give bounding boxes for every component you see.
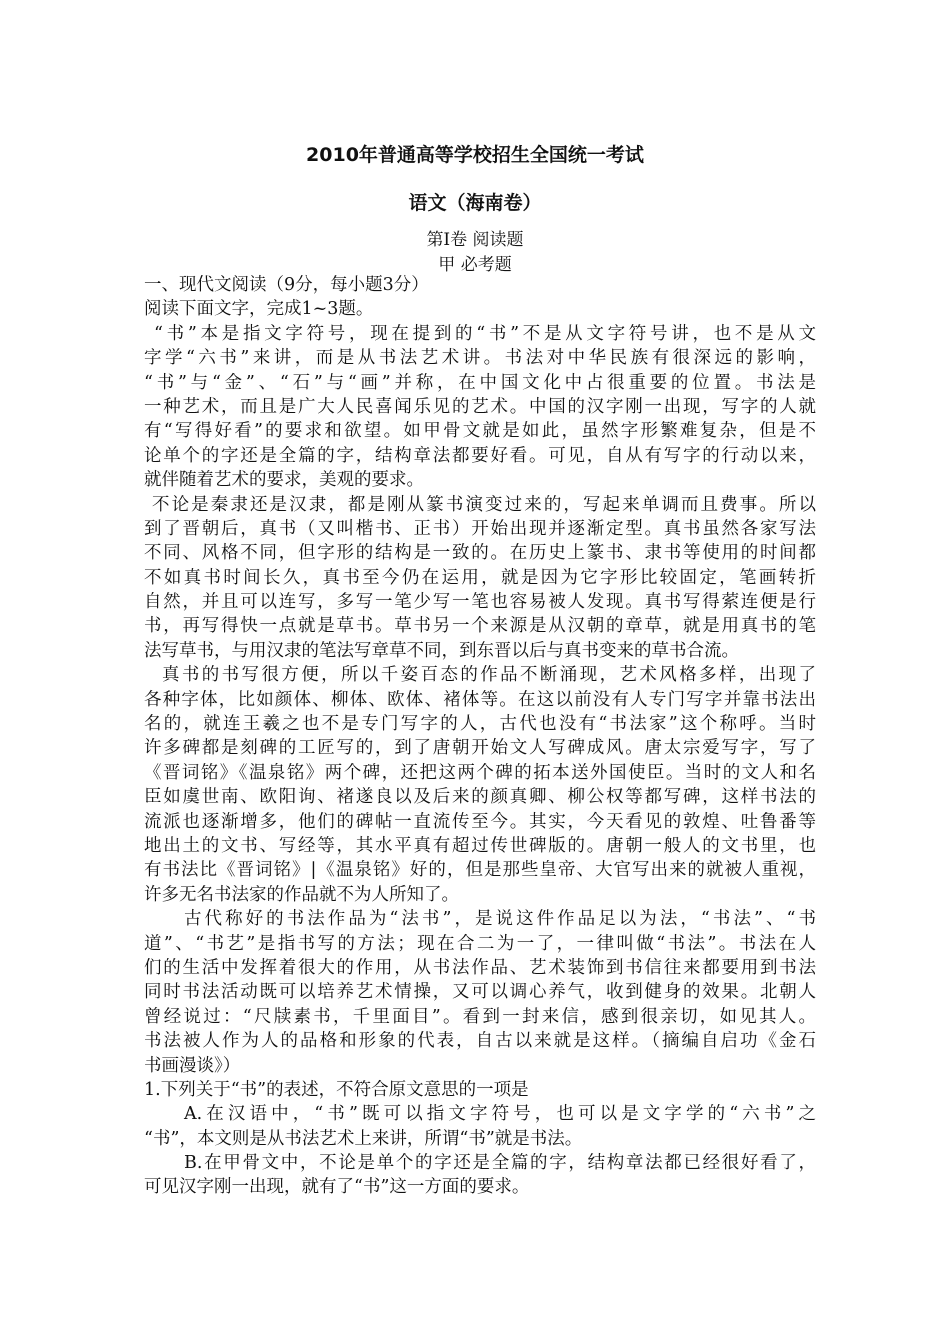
exam-title: 2010年普通高等学校招生全国统一考试 (306, 144, 644, 166)
document-body (144, 273, 816, 1200)
text-line: 法写草书，与用汉隶的笔法写章草不同，到东晋以后与真书变来的草书合流。 (144, 640, 739, 661)
text-line: 真书的书写很方便，所以千姿百态的作品不断涌现，艺术风格多样，出现了 (162, 665, 816, 686)
text-line: 臣如虞世南、欧阳询、褚遂良以及后来的颜真卿、柳公权等都写碑，这样书法的 (144, 787, 816, 808)
text-line: 可见汉字刚一出现，就有了“书”这一方面的要求。 (144, 1177, 530, 1198)
text-line: 有书法比《晋词铭》|《温泉铭》好的，但是那些皇帝、大官写出来的就被人重视， (144, 860, 816, 881)
text-line: 《晋词铭》《温泉铭》两个碑，还把这两个碑的拓本送外国使臣。当时的文人和名 (144, 762, 816, 783)
section-heading: 第I卷 阅读题 (426, 230, 524, 250)
text-line: 阅读下面文字，完成1~3题。 (144, 299, 374, 320)
text-line: 有“写得好看”的要求和欲望。如甲骨文就是如此，虽然字形繁难复杂，但是不 (144, 421, 816, 442)
text-line: “书”本是指文字符号，现在提到的“书”不是从文字符号讲，也不是从文 (154, 323, 816, 344)
text-line: 同时书法活动既可以培养艺术情操，又可以调心养气，收到健身的效果。北朝人 (144, 982, 816, 1003)
text-line: 许多无名书法家的作品就不为人所知了。 (144, 884, 459, 905)
text-line: 到了晋朝后，真书（又叫楷书、正书）开始出现并逐渐定型。真书虽然各家写法 (144, 518, 816, 539)
text-line: 一种艺术，而且是广大人民喜闻乐见的艺术。中国的汉字刚一出现，写字的人就 (144, 396, 816, 417)
text-line: 书法被人作为人的品格和形象的代表，自古以来就是这样。（摘编自启功《金石 (144, 1031, 816, 1052)
text-line: 一、现代文阅读（9分，每小题3分） (144, 275, 429, 295)
part-heading: 甲 必考题 (438, 255, 512, 275)
text-line: B.在甲骨文中，不论是单个的字还是全篇的字，结构章法都已经很好看了， (184, 1153, 816, 1174)
text-line: 不论是秦隶还是汉隶，都是刚从篆书演变过来的，写起来单调而且费事。所以 (152, 494, 816, 515)
text-line: 地出土的文书、写经等，其水平真有超过传世碑版的。唐朝一般人的文书里，也 (144, 835, 816, 856)
text-line: 论单个的字还是全篇的字，结构章法都要好看。可见，自从有写字的行动以来， (144, 445, 816, 466)
text-line: 许多碑都是刻碑的工匠写的，到了唐朝开始文人写碑成风。唐太宗爱写字，写了 (144, 738, 816, 759)
text-line: 就伴随着艺术的要求，美观的要求。 (144, 470, 424, 491)
text-line: 古代称好的书法作品为“法书”，是说这件作品足以为法，“书法”、“书 (184, 909, 816, 930)
text-line: 名的，就连王羲之也不是专门写字的人，古代也没有“书法家”这个称呼。当时 (144, 714, 816, 735)
text-line: 自然，并且可以连写，多写一笔少写一笔也容易被人发现。真书写得萦连便是行 (144, 592, 816, 613)
exam-subtitle: 语文（海南卷） (408, 192, 542, 214)
text-line: 流派也逐渐增多，他们的碑帖一直流传至今。其实，今天看见的敦煌、吐鲁番等 (144, 811, 816, 832)
text-line: 书，再写得快一点就是草书。草书另一个来源是从汉朝的章草，就是用真书的笔 (144, 616, 816, 637)
text-line: 道”、“书艺”是指书写的方法；现在合二为一了，一律叫做“书法”。书法在人 (144, 933, 816, 954)
text-line: “书”与“金”、“石”与“画”并称，在中国文化中占很重要的位置。书法是 (144, 372, 816, 393)
text-line: 们的生活中发挥着很大的作用，从书法作品、艺术装饰到书信往来都要用到书法 (144, 957, 816, 978)
text-line: “书”，本文则是从书法艺术上来讲，所谓“书”就是书法。 (144, 1128, 583, 1149)
text-line: 各种字体，比如颜体、柳体、欧体、褚体等。在这以前没有人专门写字并靠书法出 (144, 689, 816, 710)
text-line: 书画漫谈》） (144, 1055, 241, 1076)
text-line: 1.下列关于“书”的表述，不符合原文意思的一项是 (144, 1079, 529, 1100)
text-line: 字学“六书”来讲，而是从书法艺术讲。书法对中华民族有很深远的影响， (144, 348, 816, 369)
text-line: 不同、风格不同，但字形的结构是一致的。在历史上篆书、隶书等使用的时间都 (144, 543, 816, 564)
text-line: A.在汉语中，“书”既可以指文字符号，也可以是文字学的“六书”之 (184, 1104, 816, 1125)
text-line: 不如真书时间长久，真书至今仍在运用，就是因为它字形比较固定，笔画转折 (144, 567, 816, 588)
text-line: 曾经说过：“尺牍素书，千里面目”。看到一封来信，感到很亲切，如见其人。 (144, 1006, 816, 1027)
